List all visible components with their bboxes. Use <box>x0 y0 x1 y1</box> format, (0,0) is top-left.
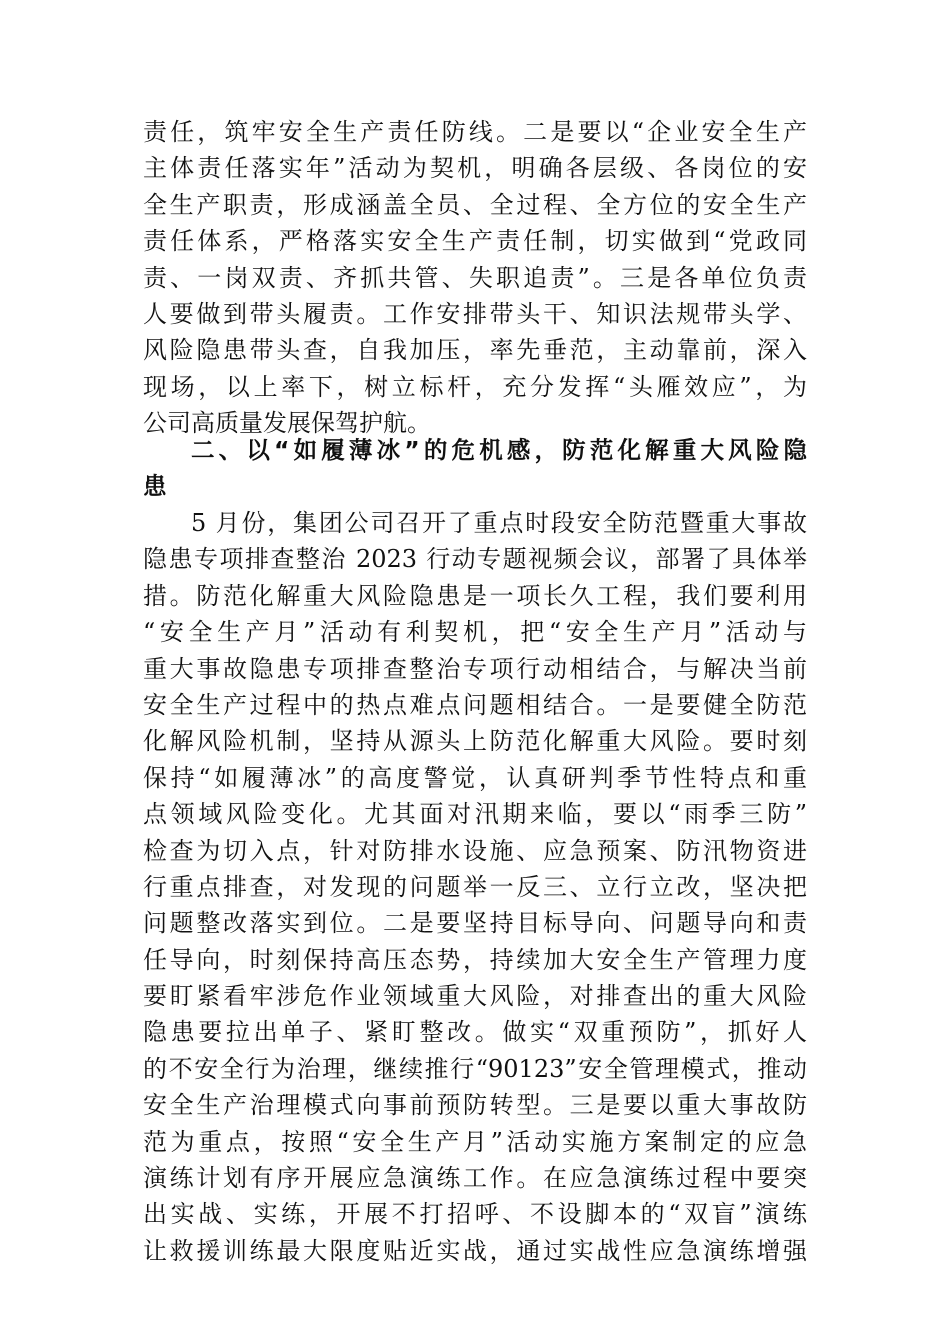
text-line: 措。防范化解重大风险隐患是一项长久工程，我们要利用 <box>143 581 807 610</box>
text-line: 责任，筑牢安全生产责任防线。二是要以“企业安全生产 <box>143 118 807 146</box>
text-line: 要盯紧看牢涉危作业领域重大风险，对排查出的重大风险 <box>143 982 807 1011</box>
text-line: 责、一岗双责、齐抓共管、失职追责”。三是各单位负责 <box>143 263 807 292</box>
text-line: 行重点排查，对发现的问题举一反三、立行立改，坚决把 <box>143 872 807 901</box>
text-line: 人要做到带头履责。工作安排带头干、知识法规带头学、 <box>143 299 807 328</box>
heading-line: 二、以“如履薄冰”的危机感，防范化解重大风险隐 <box>191 436 807 464</box>
text-line: 重大事故隐患专项排查整治专项行动相结合，与解决当前 <box>143 654 807 683</box>
text-line: 让救援训练最大限度贴近实战，通过实战性应急演练增强 <box>143 1236 807 1265</box>
text-line: 风险隐患带头查，自我加压，率先垂范，主动靠前，深入 <box>143 336 807 365</box>
text-line: 范为重点，按照“安全生产月”活动实施方案制定的应急 <box>143 1127 807 1156</box>
paragraph-continued <box>143 114 807 442</box>
paragraph-main <box>143 505 807 1269</box>
text-line: 主体责任落实年”活动为契机，明确各层级、各岗位的安 <box>143 154 807 183</box>
text-line: “安全生产月”活动有利契机，把“安全生产月”活动与 <box>143 618 807 647</box>
text-line: 全生产职责，形成涵盖全员、全过程、全方位的安全生产 <box>143 190 807 219</box>
text-line: 问题整改落实到位。二是要坚持目标导向、问题导向和责 <box>143 909 807 938</box>
text-line: 隐患专项排查整治 2023 行动专题视频会议，部署了具体举 <box>143 545 807 574</box>
text-line: 演练计划有序开展应急演练工作。在应急演练过程中要突 <box>143 1164 807 1193</box>
text-line: 的不安全行为治理，继续推行“90123”安全管理模式，推动 <box>143 1054 807 1083</box>
text-line: 任导向，时刻保持高压态势，持续加大安全生产管理力度 <box>143 945 807 974</box>
text-line: 公司高质量发展保驾护航。 <box>143 409 431 438</box>
text-line: 保持“如履薄冰”的高度警觉，认真研判季节性特点和重 <box>143 763 807 792</box>
text-line: 化解风险机制，坚持从源头上防范化解重大风险。要时刻 <box>143 727 807 756</box>
text-line: 责任体系，严格落实安全生产责任制，切实做到“党政同 <box>143 227 807 256</box>
text-line: 隐患要拉出单子、紧盯整改。做实“双重预防”，抓好人 <box>143 1018 807 1047</box>
section-heading <box>143 432 807 505</box>
text-line: 5 月份，集团公司召开了重点时段安全防范暨重大事故 <box>191 509 807 537</box>
text-line: 安全生产治理模式向事前预防转型。三是要以重大事故防 <box>143 1091 807 1120</box>
text-line: 出实战、实练，开展不打招呼、不设脚本的“双盲”演练 <box>143 1200 807 1229</box>
text-line: 点领域风险变化。尤其面对汛期来临，要以“雨季三防” <box>143 800 807 829</box>
heading-line: 患 <box>143 472 167 501</box>
text-line: 安全生产过程中的热点难点问题相结合。一是要健全防范 <box>143 690 807 719</box>
text-line: 检查为切入点，针对防排水设施、应急预案、防汛物资进 <box>143 836 807 865</box>
text-line: 现场，以上率下，树立标杆，充分发挥“头雁效应”，为 <box>143 372 807 401</box>
